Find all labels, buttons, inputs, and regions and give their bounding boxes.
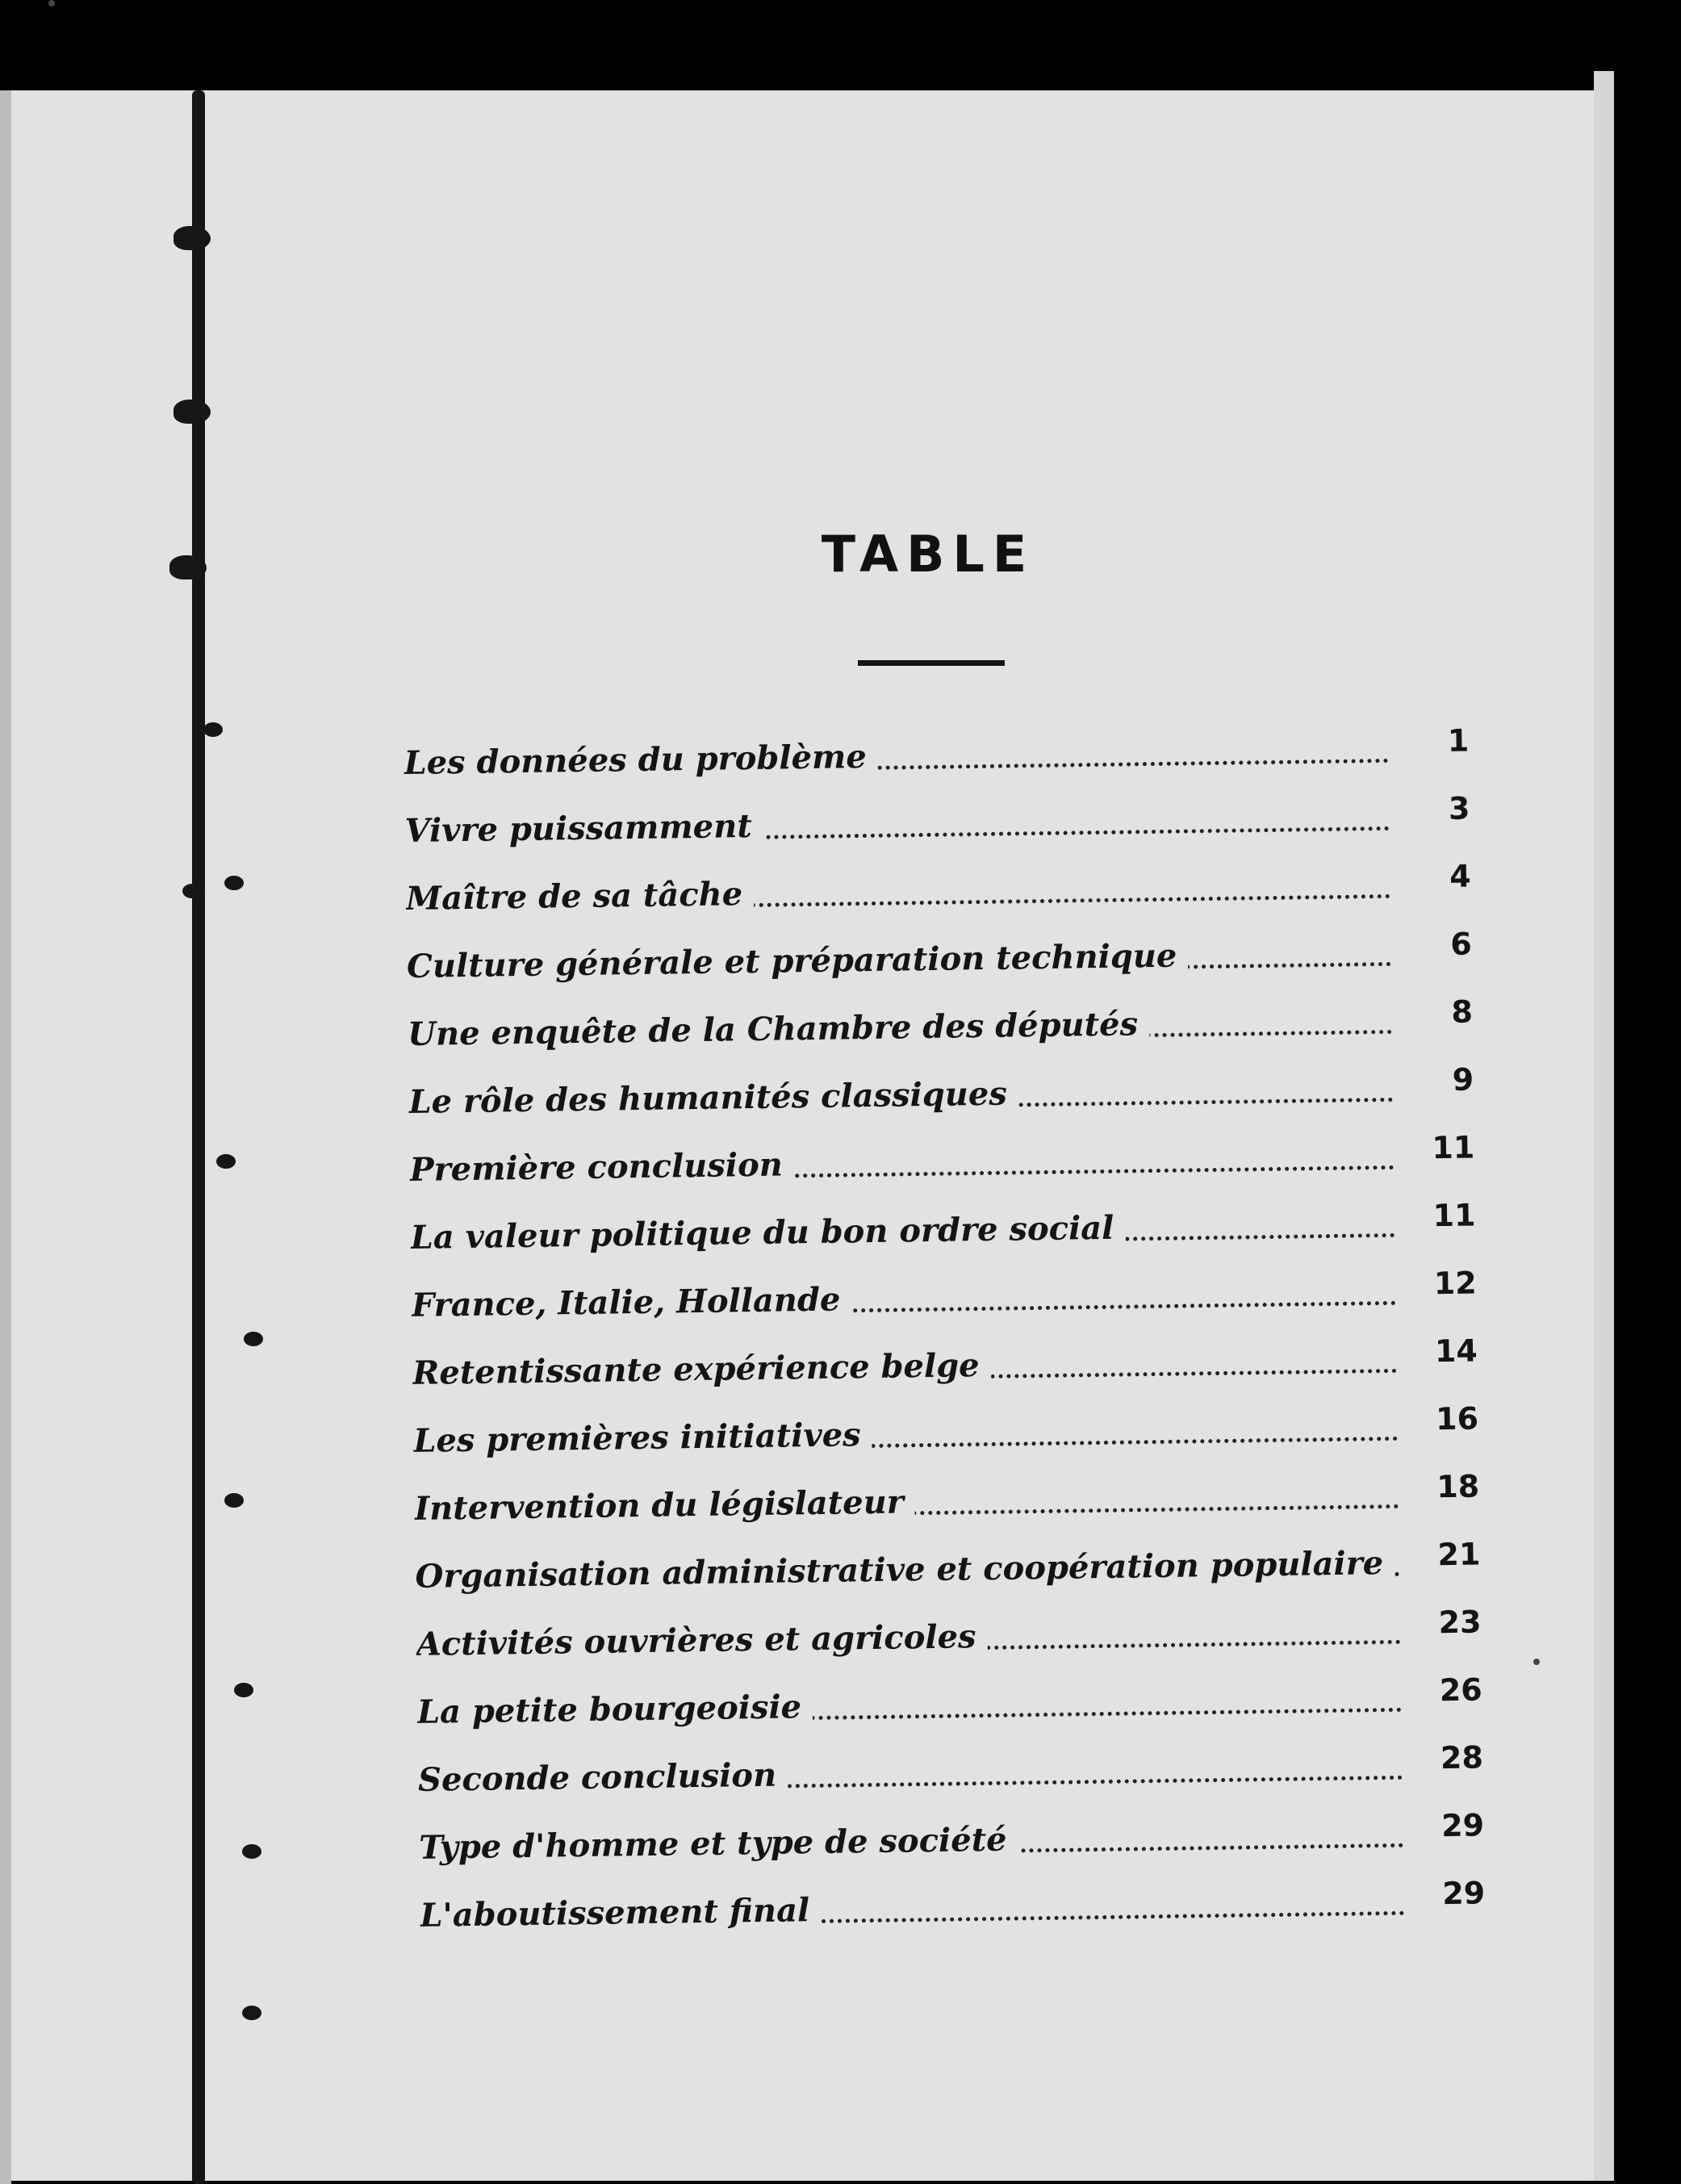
- binding-stitch: [174, 400, 211, 424]
- toc-entry-title: Les données du problème: [404, 727, 1389, 786]
- binding-stitch: [182, 884, 202, 898]
- binding-stitch: [224, 876, 244, 890]
- toc-entry-title: L'aboutissement final: [420, 1880, 1405, 1939]
- toc-entry-title: Retentissante expérience belge: [412, 1337, 1398, 1396]
- toc-entry-title: La petite bourgeoisie: [417, 1676, 1403, 1735]
- toc-entry: [408, 1057, 1474, 1128]
- toc-entry: [416, 1667, 1482, 1738]
- toc-entry: [405, 854, 1471, 925]
- toc-entry-title: Les premières initiatives: [413, 1405, 1399, 1464]
- toc-entry: [407, 922, 1473, 993]
- binding-stitch: [242, 2006, 261, 2020]
- toc-entry-page: 28: [1440, 1739, 1484, 1776]
- toc-entry-title: Première conclusion: [409, 1134, 1395, 1193]
- toc-entry-page: 16: [1435, 1400, 1479, 1437]
- toc-entry: [413, 1395, 1479, 1466]
- toc-entry-title: Maître de sa tâche: [405, 863, 1390, 922]
- toc-entry-page: 11: [1432, 1129, 1475, 1166]
- page-edge: [1594, 71, 1614, 2181]
- toc-entry-title: La valeur politique du bon ordre social: [410, 1202, 1395, 1261]
- binding-stitch: [174, 226, 211, 250]
- toc-entry-page: 26: [1439, 1671, 1482, 1709]
- toc-entry-title: Intervention du législateur: [414, 1473, 1399, 1532]
- toc-entry-page: 29: [1442, 1875, 1486, 1912]
- toc-entry-page: 21: [1437, 1536, 1481, 1573]
- binding-stitch: [203, 722, 223, 737]
- toc-entry-page: 18: [1436, 1468, 1480, 1505]
- toc-entry: [420, 1870, 1486, 1941]
- toc-entry-title: Une enquête de la Chambre des députés: [408, 998, 1393, 1057]
- toc-entry: [419, 1802, 1485, 1873]
- toc-entry-title: Le rôle des humanités classiques: [408, 1066, 1394, 1125]
- toc-entry: [411, 1261, 1477, 1332]
- toc-entry-page: 4: [1449, 858, 1471, 894]
- table-of-contents: [404, 718, 1486, 1976]
- page-title: TABLE: [821, 525, 1035, 584]
- toc-entry-page: 1: [1447, 722, 1470, 759]
- toc-entry-page: 6: [1450, 926, 1473, 962]
- toc-entry-title: Seconde conclusion: [418, 1744, 1403, 1803]
- binding-stitch: [216, 1154, 236, 1169]
- toc-entry-title: Vivre puissamment: [404, 795, 1390, 854]
- toc-entry-title: Culture générale et préparation technique: [407, 931, 1392, 989]
- toc-entry-page: 3: [1448, 790, 1470, 826]
- toc-entry-title: France, Italie, Hollande: [412, 1270, 1397, 1328]
- binding-stitch: [242, 1844, 261, 1859]
- toc-entry: [418, 1734, 1484, 1805]
- toc-entry-page: 11: [1432, 1197, 1476, 1234]
- toc-entry: [412, 1328, 1478, 1399]
- toc-entry-page: 12: [1433, 1265, 1477, 1302]
- previous-page-edge: [0, 90, 11, 2184]
- title-rule: [858, 660, 1005, 666]
- toc-entry-page: 23: [1438, 1604, 1482, 1641]
- paper-speck: [1533, 1659, 1540, 1665]
- toc-entry: [415, 1531, 1481, 1602]
- toc-entry: [408, 989, 1474, 1061]
- toc-entry: [409, 1125, 1475, 1196]
- paper-speck: [48, 0, 55, 6]
- toc-entry-title: Organisation administrative et coopération populaire: [415, 1541, 1400, 1600]
- binding-stitch: [224, 1493, 244, 1508]
- toc-entry: [414, 1463, 1480, 1534]
- toc-entry-page: 8: [1451, 994, 1474, 1030]
- toc-entry: [410, 1193, 1476, 1264]
- toc-entry-title: Type d'homme et type de société: [419, 1812, 1404, 1871]
- toc-entry-title: Activités ouvrières et agricoles: [416, 1609, 1401, 1667]
- toc-entry: [404, 786, 1470, 857]
- binding-stitch: [234, 1683, 253, 1697]
- toc-entry-page: 29: [1441, 1807, 1485, 1844]
- toc-entry-page: 9: [1452, 1061, 1474, 1098]
- binding-stitch: [169, 555, 207, 579]
- toc-entry: [416, 1599, 1482, 1670]
- binding-stitch: [244, 1332, 263, 1346]
- toc-entry-page: 14: [1434, 1333, 1478, 1370]
